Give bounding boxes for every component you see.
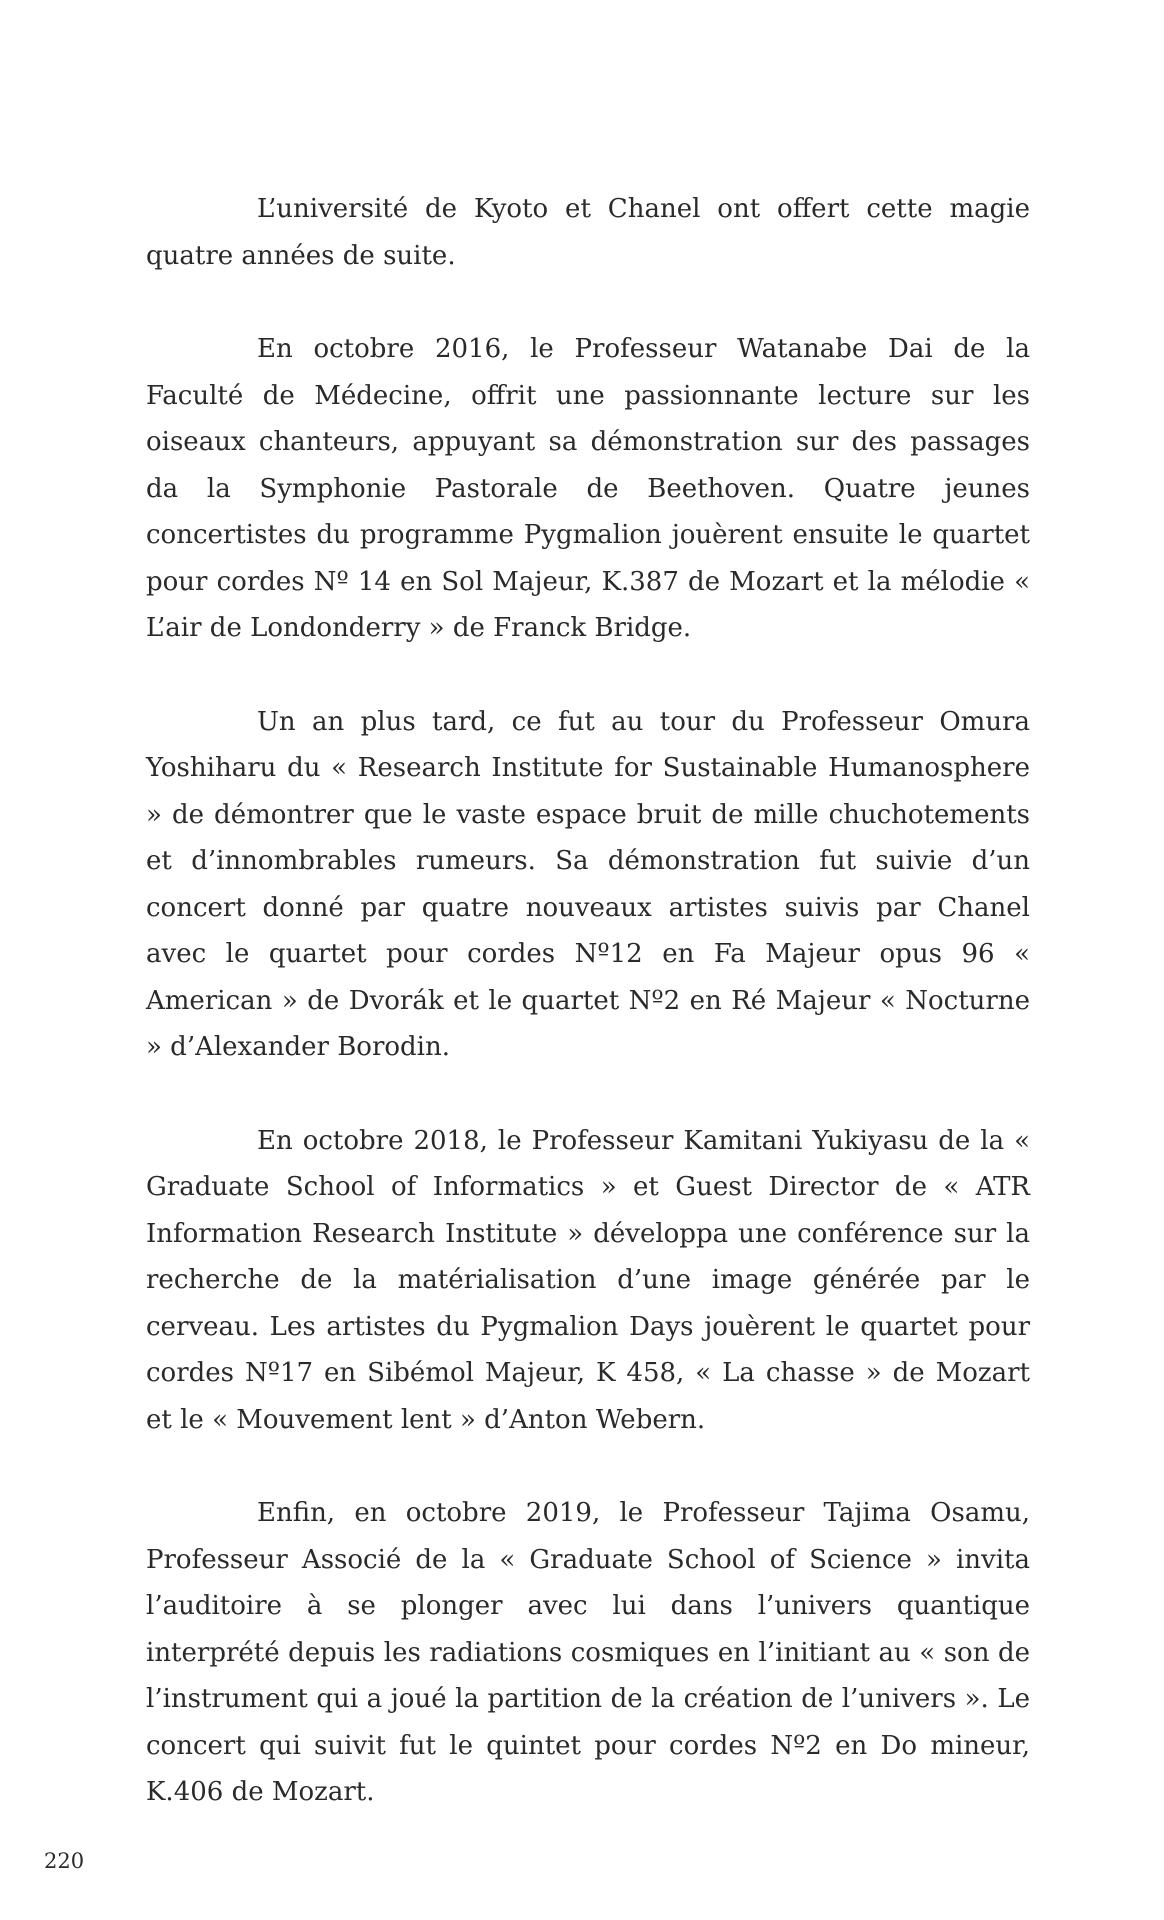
page-body xyxy=(146,186,1030,1863)
paragraph-kyoto-chanel: L’université de Kyoto et Chanel ont offert cette magie quatre années de suite. xyxy=(146,194,1030,271)
paragraph-2019-tajima: Enfin, en octobre 2019, le Professeur Tajima Osamu, Professeur Associé de la « Graduate School of Science » invita l’auditoire à se plonger avec lui dans l’univers quantique interprété depuis les radiations cosmiques en l’initiant au « son de l’instrument qui a joué la partition de la création de l’univers ». Le concert qui suivit fut le quintet pour cordes Nº2 en Do mineur, K.406 de Mozart. xyxy=(146,1498,1030,1807)
paragraph-2018-kamitani: En octobre 2018, le Professeur Kamitani Yukiyasu de la « Graduate School of Informatics » et Guest Director de « ATR Information Research Institute » développa une conférence sur la recherche de la matérialisation d’une image générée par le cerveau. Les artistes du Pygmalion Days jouèrent le quartet pour cordes Nº17 en Sibémol Majeur, K 458, « La chasse » de Mozart et le « Mouvement lent » d’Anton Webern. xyxy=(146,1125,1030,1435)
paragraph-2016-watanabe: En octobre 2016, le Professeur Watanabe Dai de la Faculté de Médecine, offrit une passionnante lecture sur les oiseaux chanteurs, appuyant sa démonstration sur des passages da la Symphonie Pastorale de Beethoven. Quatre jeunes concertistes du programme Pygmalion jouèrent ensuite le quartet pour cordes Nº 14 en Sol Majeur, K.387 de Mozart et la mélodie « L’air de Londonderry » de Franck Bridge. xyxy=(146,334,1030,643)
paragraph-2017-omura: Un an plus tard, ce fut au tour du Professeur Omura Yoshiharu du « Research Institute for Sustainable Humanosphere » de démontrer que le vaste espace bruit de mille chuchotements et d’innombrables rumeurs. Sa démonstration fut suivie d’un concert donné par quatre nouveaux artistes suivis par Chanel avec le quartet pour cordes Nº12 en Fa Majeur opus 96 « American » de Dvorák et le quartet Nº2 en Ré Majeur « Nocturne » d’Alexander Borodin. xyxy=(146,706,1030,1062)
page-number: 220 xyxy=(44,1849,85,1873)
